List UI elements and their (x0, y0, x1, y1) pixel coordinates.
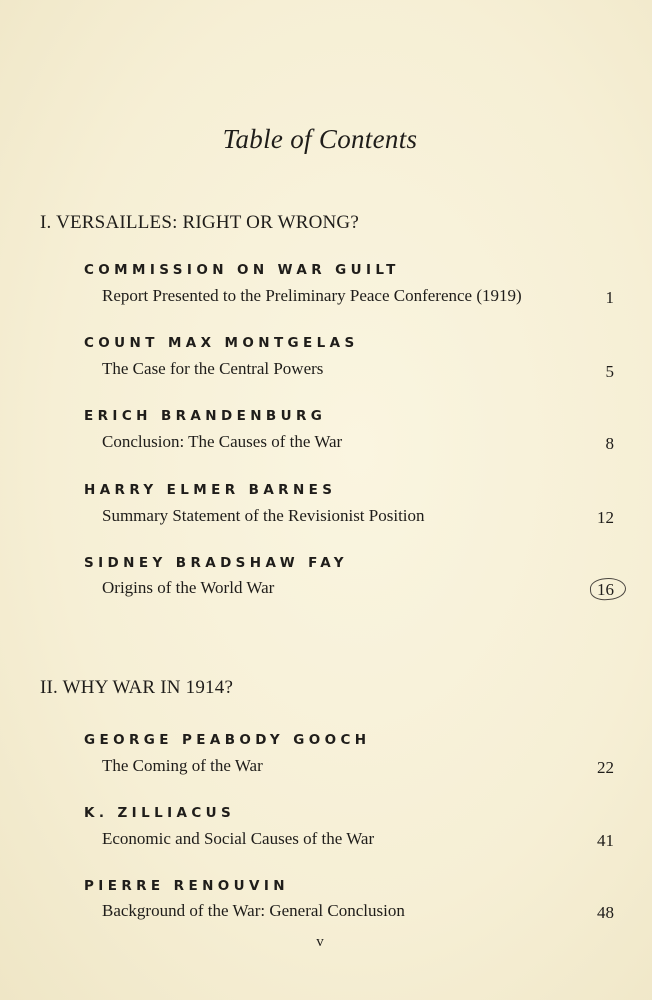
entry-page-number[interactable]: 1 (605, 288, 614, 307)
entry-page-number[interactable]: 5 (605, 362, 614, 381)
entry-title[interactable]: Report Presented to the Preliminary Peace Conference (1919) (102, 286, 522, 305)
entry-title[interactable]: Conclusion: The Causes of the War (102, 432, 343, 451)
entry-page-number[interactable]: 12 (597, 508, 614, 527)
entry-page-number[interactable]: 48 (597, 903, 614, 922)
entry-author: ERICH BRANDENBURG (84, 408, 327, 424)
section-heading: I. VERSAILLES: RIGHT OR WRONG? (40, 212, 359, 233)
entry-title[interactable]: The Case for the Central Powers (102, 359, 324, 378)
section-heading: II. WHY WAR IN 1914? (40, 677, 234, 698)
entry-page-number[interactable]: 8 (605, 434, 614, 453)
page-folio: v (316, 934, 324, 950)
entry-author: COUNT MAX MONTGELAS (84, 335, 359, 351)
entry-author: COMMISSION ON WAR GUILT (84, 262, 400, 278)
entry-title[interactable]: Origins of the World War (102, 578, 275, 597)
show-through-text (250, 42, 254, 59)
entry-author: PIERRE RENOUVIN (84, 878, 289, 894)
entry-author: K. ZILLIACUS (84, 805, 236, 821)
entry-author: HARRY ELMER BARNES (84, 482, 337, 498)
entry-page-number[interactable]: 16 (597, 580, 614, 599)
entry-author: GEORGE PEABODY GOOCH (84, 732, 371, 748)
entry-title[interactable]: Economic and Social Causes of the War (102, 829, 375, 848)
entry-author: SIDNEY BRADSHAW FAY (84, 555, 348, 571)
entry-title[interactable]: The Coming of the War (102, 756, 263, 775)
page-title: Table of Contents (222, 124, 418, 154)
entry-page-number[interactable]: 22 (597, 758, 614, 777)
entry-title[interactable]: Summary Statement of the Revisionist Position (102, 506, 425, 525)
entry-title[interactable]: Background of the War: General Conclusion (102, 901, 405, 920)
entry-page-number[interactable]: 41 (597, 831, 614, 850)
